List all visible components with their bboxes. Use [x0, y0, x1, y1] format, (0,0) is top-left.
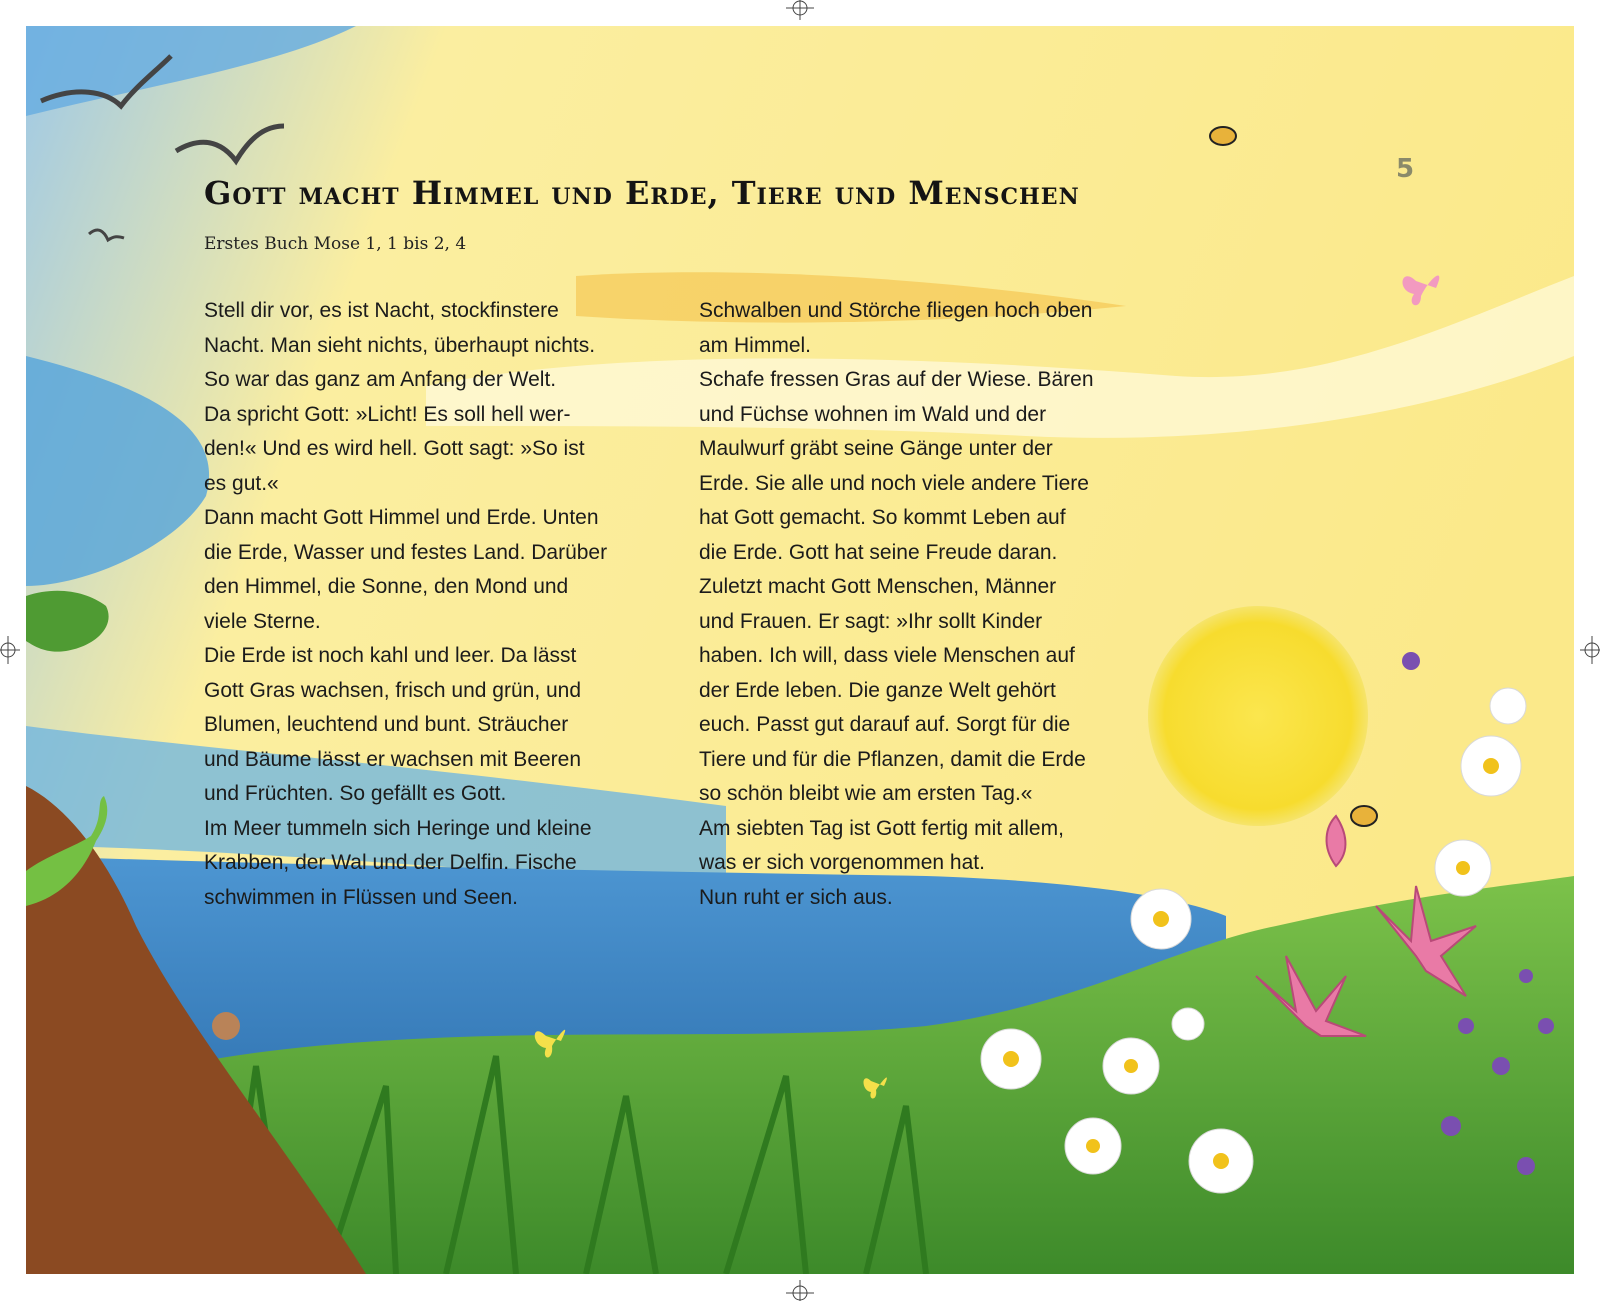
snail	[212, 1012, 240, 1040]
paragraph: Die Erde ist noch kahl und leer. Da lässt Gott Gras wachsen, frisch und grün, und Blumen, leuchtend und bunt. Sträucher und Bäume lässt er wachsen mit Beeren und Früchten. So gefällt es Gott.	[204, 644, 582, 805]
bee	[1351, 806, 1377, 826]
paragraph: Schwalben und Störche fliegen hoch oben am Himmel.	[699, 299, 1093, 357]
text-column-left	[204, 294, 669, 915]
paragraph: Da spricht Gott: »Licht! Es soll hell wer- den!« Und es wird hell. Gott sagt: »So ist es gut.«	[204, 402, 585, 495]
paragraph: Schafe fressen Gras auf der Wiese. Bären und Füchse wohnen im Wald und der Maulwurf gräbt seine Gänge unter der Erde. Sie alle und noch viele andere Tiere hat Gott gemacht. So kommt Leben auf die Erde. Gott hat seine Freude daran.	[699, 368, 1094, 564]
illustrated-page	[26, 26, 1574, 1274]
page-title: Gott macht Himmel und Erde, Tiere und Menschen	[204, 174, 1080, 212]
paragraph: Stell dir vor, es ist Nacht, stockfinstere Nacht. Man sieht nichts, überhaupt nichts. So war das ganz am Anfang der Welt.	[204, 299, 596, 391]
paragraph: Zuletzt macht Gott Menschen, Männer und Frauen. Er sagt: »Ihr sollt Kinder haben. Ich will, dass viele Menschen auf der Erde leben. Die ganze Welt gehört euch. Passt gut darauf auf. Sorgt für die Tiere und für die Pflanzen, damit die Erde so schön bleibt wie am ersten Tag.«	[699, 575, 1086, 805]
page-number: 5	[1396, 154, 1415, 184]
bee	[1210, 127, 1236, 145]
text-column-right	[699, 294, 1169, 915]
paragraph: Dann macht Gott Himmel und Erde. Unten die Erde, Wasser und festes Land. Darüber den Himmel, die Sonne, den Mond und viele Sterne.	[204, 506, 608, 633]
bible-reference: Erstes Buch Mose 1, 1 bis 2, 4	[204, 234, 467, 254]
sun	[1148, 606, 1368, 826]
paragraph: Im Meer tummeln sich Heringe und kleine Krabben, der Wal und der Delfin. Fische schwimmen in Flüssen und Seen.	[204, 816, 592, 909]
paragraph: Am siebten Tag ist Gott fertig mit allem, was er sich vorgenommen hat. Nun ruht er sich aus.	[699, 816, 1064, 909]
